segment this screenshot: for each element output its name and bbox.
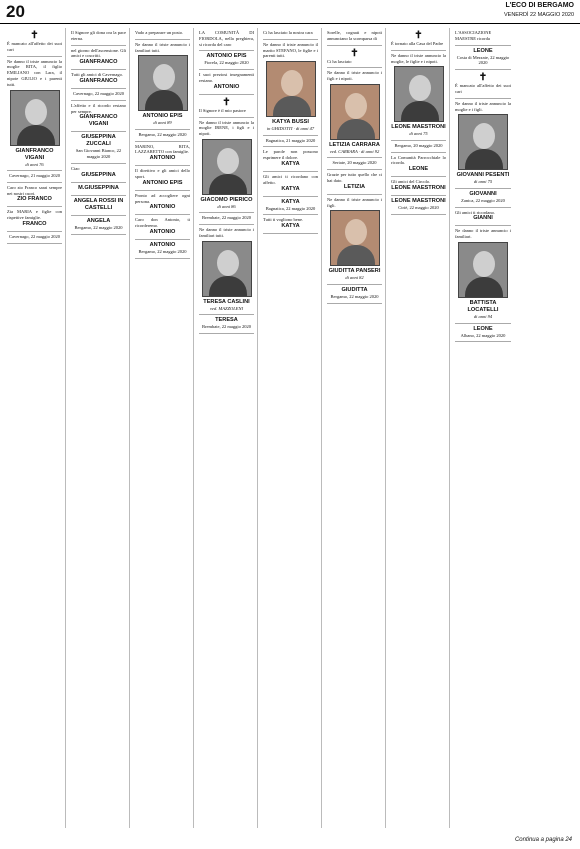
deceased-name: FRANCO <box>22 221 47 228</box>
deceased-name: ANGELA ROSSI IN CASTELLI <box>73 197 124 211</box>
notice-text: L'ASSOCIAZIONE MAESTRE ricorda <box>455 30 492 41</box>
obituary-notice <box>455 208 511 227</box>
obituary-notice <box>135 130 190 142</box>
notice-text: Ne danno il triste annuncio i familiari. <box>455 228 511 240</box>
deceased-subtitle: di anni 75 <box>409 131 428 137</box>
deceased-name: LEONE <box>473 325 493 332</box>
obituary-notice <box>7 57 62 171</box>
obituary-notice <box>263 197 318 216</box>
place-date: Bergamo, 22 maggio 2020 <box>74 224 123 230</box>
obituary-notice <box>327 158 382 170</box>
obituary-notice <box>7 183 62 208</box>
obituary-notice <box>199 51 254 70</box>
place-date: Albano, 22 maggio 2020 <box>460 332 506 338</box>
deceased-name: ANTONIO <box>149 204 176 211</box>
notice-text: Zia MARIA e figlie con rispettive famiglie. <box>7 209 62 221</box>
deceased-subtitle: di anni 75 <box>473 179 493 185</box>
notice-text: Grazie per tutto quello che ci hai dato. <box>327 172 382 184</box>
deceased-subtitle: di anni 82 <box>345 275 364 281</box>
deceased-name: LETIZIA CARRARA <box>329 141 380 148</box>
column-1 <box>4 28 66 828</box>
column-7 <box>388 28 450 828</box>
obituary-notice <box>263 28 318 40</box>
place-date: Cavernago, 22 maggio 2020 <box>9 234 60 240</box>
obituary-notice <box>327 68 382 158</box>
deceased-subtitle: di anni 76 <box>25 161 44 167</box>
notice-text: È mancato all'affetto dei suoi cari <box>7 41 62 52</box>
column-6 <box>324 28 386 828</box>
obituary-notice <box>135 191 190 216</box>
obituary-notice <box>71 70 126 89</box>
obituary-notice <box>71 89 126 101</box>
notice-text: nel giorno dell'ascensione. Gli amici e coscritti. <box>71 47 126 59</box>
deceased-name: ANTONIO <box>149 242 176 249</box>
notice-text: Ne danno il triste annuncio la moglie e i figli. <box>455 100 511 112</box>
obituary-notice <box>7 232 62 244</box>
cross-icon: ✝ <box>350 47 359 59</box>
obituary-notice <box>391 51 446 141</box>
deceased-name: GIACOMO PIERICO <box>200 196 253 203</box>
column-5 <box>260 28 322 828</box>
deceased-name: GIUDITTA PANSERI <box>328 268 381 275</box>
obituary-notice <box>7 171 62 183</box>
deceased-name: GIUSEPPINA ZUCCALI <box>81 134 116 148</box>
cross-icon: ✝ <box>222 96 231 108</box>
place-date: Bagnatica, 21 maggio 2020 <box>265 137 316 143</box>
notice-text: È mancato all'affetto dei suoi cari <box>455 83 511 94</box>
obituary-notice <box>327 28 382 46</box>
deceased-name: LEONE MAESTRONI <box>391 124 446 131</box>
obituary-notice <box>199 70 254 95</box>
place-date: Bergamo, 20 maggio 2020 <box>394 142 443 148</box>
column-3 <box>132 28 194 828</box>
obituary-notice <box>135 166 190 191</box>
continuation-note: Continua a pagina 24 <box>514 837 572 843</box>
portrait-photo <box>394 66 444 122</box>
obituary-notice <box>327 170 382 195</box>
obituary-notice <box>199 118 254 214</box>
deceased-name: LEONE MAESTRONI <box>391 198 446 205</box>
obituary-notice <box>327 285 382 304</box>
notice-text: Tutti ti vogliono bene. <box>263 217 304 223</box>
notice-text: Pronto ad accogliere ogni persona. <box>135 192 190 204</box>
deceased-name: GIUDITTA <box>341 286 368 293</box>
deceased-name: ANTONIO EPIS <box>142 179 183 186</box>
deceased-name: KATYA <box>281 161 300 168</box>
place-date: Brembate, 22 maggio 2020 <box>202 324 251 330</box>
place-date: Seriate, 20 maggio 2020 <box>332 160 377 166</box>
obituary-notice <box>263 215 318 234</box>
place-date: Bagnatica, 22 maggio 2020 <box>265 205 316 211</box>
portrait-photo <box>458 242 508 298</box>
notice-text: MARINO, RITA, LAZZARETTO con famiglie. <box>135 143 190 155</box>
notice-text: È tornato alla Casa del Padre <box>391 41 444 46</box>
column-8 <box>452 28 514 828</box>
notice-text: Ne danno il triste annuncio i figli. <box>327 196 382 208</box>
cross-icon: ✝ <box>414 30 423 41</box>
deceased-name: ANTONIO EPIS <box>206 53 247 60</box>
deceased-name: ANGELA <box>86 217 111 224</box>
deceased-name: GIANNI <box>473 215 493 222</box>
notice-text: Il Signore è il mio pastore <box>199 107 246 113</box>
place-date: Fiorela, 22 maggio 2020 <box>204 60 249 66</box>
notice-text: Ci ha lasciato la nostra cara <box>263 30 313 35</box>
place-date: Zanica, 22 maggio 2020 <box>461 197 505 203</box>
place-date: Cavernago, 21 maggio 2020 <box>9 173 60 179</box>
notice-text: I suoi preziosi insegnamenti restano. <box>199 72 254 83</box>
obituary-notice <box>71 216 126 235</box>
obituary-notice <box>7 207 62 232</box>
place-date: San Giovanni Bianco, 22 maggio 2020 <box>75 148 122 160</box>
place-date: Bergamo, 22 maggio 2020 <box>138 131 187 137</box>
newspaper-title: L'ECO DI BERGAMO <box>505 2 574 9</box>
deceased-name: GIUSEPPINA <box>81 171 116 178</box>
obituary-notice <box>71 28 126 46</box>
obituary-notice <box>71 101 126 133</box>
newspaper-date: VENERDÌ 22 MAGGIO 2020 <box>504 12 574 18</box>
obituary-notice <box>71 132 126 164</box>
deceased-name: M.GIUSEPPINA <box>78 184 119 191</box>
obituary-notice <box>135 215 190 240</box>
deceased-name: KATYA <box>281 185 300 192</box>
place-date: Cavernago, 22 maggio 2020 <box>73 90 124 96</box>
notice-text: Tutti gli amici di Cavernago. <box>71 72 123 78</box>
deceased-name: GIOVANNI <box>469 190 497 197</box>
deceased-name: ANTONIO <box>149 155 176 162</box>
deceased-name: GIANFRANCO VIGANI <box>15 147 54 161</box>
obituary-notice <box>455 189 511 208</box>
notice-text: Ne danno il triste annuncio i figli e i nipoti. <box>327 70 382 82</box>
portrait-photo <box>330 84 380 140</box>
obituary-notice <box>455 70 511 99</box>
obituary-notice <box>455 46 511 71</box>
notice-text: Gli amici ti ricordano con affetto. <box>263 174 318 185</box>
obituary-notice <box>135 28 190 40</box>
obituary-notice <box>7 28 62 57</box>
place-date: Bergamo, 22 maggio 2020 <box>138 249 187 255</box>
deceased-subtitle: ved. CARRARA · di anni 92 <box>329 148 380 154</box>
notice-text: Ne danno il triste annuncio il marito STEFANO, le figlie e i parenti tutti. <box>263 41 318 59</box>
notice-text: Gli amici ti ricordano. <box>455 209 495 215</box>
obituary-columns <box>4 28 576 828</box>
deceased-name: LEONE <box>408 166 429 173</box>
deceased-name: ANTONIO <box>213 83 240 90</box>
notice-text: Ne danno il triste annuncio i familiari tutti. <box>135 41 190 53</box>
notice-text: Il direttivo e gli amici dello sport. <box>135 168 190 180</box>
column-4 <box>196 28 258 828</box>
deceased-name: ANTONIO EPIS <box>142 113 183 120</box>
place-date: Bergamo, 22 maggio 2020 <box>330 293 379 299</box>
deceased-name: GIOVANNI PESENTI <box>456 172 510 179</box>
notice-text: La Comunità Parrocchiale lo ricorda. <box>391 154 446 166</box>
obituary-notice <box>71 183 126 196</box>
deceased-subtitle: ved. MAZZOLENI <box>210 305 243 311</box>
notice-text: Ne danno il triste annuncio la moglie RITA, il figlio EMILIANO con Lara, il nipote GIULIO e i parenti tutti. <box>7 58 62 87</box>
deceased-name: GIANFRANCO <box>79 77 118 84</box>
deceased-name: BATTISTA LOCATELLI <box>467 300 499 314</box>
obituary-notice <box>199 213 254 225</box>
obituary-notice <box>199 28 254 51</box>
obituary-notice <box>135 142 190 167</box>
notice-text: Sorelle, cognati e nipoti annunciano la scomparsa di <box>327 30 382 41</box>
obituary-notice <box>455 226 511 323</box>
notice-text: LA COMUNITÀ DI FIORDOLA, nella preghiera, si ricorda del caro <box>199 30 254 47</box>
deceased-name: GIANFRANCO <box>79 59 118 66</box>
obituary-notice <box>455 324 511 343</box>
obituary-notice <box>71 46 126 71</box>
obituary-notice <box>199 315 254 334</box>
portrait-photo <box>202 139 252 195</box>
cross-icon: ✝ <box>30 30 39 41</box>
notice-text: Caro don Antonio, ti ricorderemo. <box>135 217 190 229</box>
column-2 <box>68 28 130 828</box>
notice-text: Il Signore gli dona ora la pace eterna. <box>71 30 126 41</box>
obituary-notice <box>71 164 126 183</box>
place-date: Brembate, 22 maggio 2020 <box>202 215 251 221</box>
notice-text: Ci ha lasciato <box>327 58 352 64</box>
notice-text: Ne danno il triste annuncio i familiari tutti. <box>199 227 254 239</box>
deceased-name: KATYA BUSSI <box>272 119 309 126</box>
deceased-subtitle: di anni 89 <box>153 120 172 126</box>
obituary-notice <box>327 46 382 69</box>
portrait-photo <box>10 90 60 146</box>
obituary-notice <box>391 177 446 196</box>
deceased-name: LEONE <box>473 47 493 54</box>
place-date: Costa di Mezzate, 22 maggio 2020 <box>456 54 510 66</box>
obituary-notice <box>391 196 446 215</box>
notice-text: Le parole non possono esprimere il dolore. <box>263 149 318 161</box>
deceased-subtitle: in GHIDOTTI · di anni 47 <box>266 126 315 132</box>
obituary-notice <box>135 240 190 259</box>
deceased-name: LETIZIA <box>343 183 366 190</box>
portrait-photo <box>458 114 508 170</box>
obituary-notice <box>263 172 318 197</box>
cross-icon: ✝ <box>478 72 488 84</box>
obituary-notice <box>263 136 318 148</box>
deceased-name: TERESA CASLINI <box>203 298 250 305</box>
deceased-subtitle: di anni 94 <box>473 314 493 320</box>
deceased-name: GIANFRANCO VIGANI <box>79 114 118 128</box>
deceased-subtitle: di anni 86 <box>217 203 236 209</box>
obituary-notice <box>263 40 318 136</box>
deceased-name: LEONE MAESTRONI <box>391 185 446 192</box>
obituary-notice <box>263 147 318 172</box>
deceased-name: ANTONIO <box>149 229 176 236</box>
obituary-notice <box>199 225 254 315</box>
portrait-photo <box>202 241 252 297</box>
deceased-name: KATYA <box>281 223 300 230</box>
portrait-photo <box>266 61 316 117</box>
notice-text: Ciao <box>71 165 80 171</box>
notice-text: Ne danno il triste annuncio la moglie, le figlie e i nipoti. <box>391 52 446 64</box>
obituary-notice <box>391 28 446 51</box>
place-date: Ciriè, 22 maggio 2020 <box>398 205 439 211</box>
obituary-notice <box>135 40 190 130</box>
notice-text: Ne danno il triste annuncio la moglie IRENE, i figli e i nipoti. <box>199 119 254 137</box>
notice-text: L'affetto e il ricordo restano per sempre. <box>71 102 126 114</box>
notice-text: Vado a preparare un posto. <box>135 30 184 35</box>
obituary-notice <box>455 99 511 189</box>
obituary-notice <box>199 95 254 118</box>
obituary-notice <box>391 153 446 178</box>
obituary-notice <box>455 28 511 46</box>
notice-text: Caro zio Franco sarai sempre nei nostri cuori. <box>7 184 62 196</box>
deceased-name: TERESA <box>215 317 238 324</box>
obituary-notice <box>327 195 382 285</box>
portrait-photo <box>330 210 380 266</box>
masthead <box>0 0 580 24</box>
deceased-name: ZIO FRANCO <box>17 196 52 203</box>
notice-text: Gli amici del Circolo. <box>391 179 431 185</box>
page-number: 20 <box>6 2 25 21</box>
obituary-notice <box>391 141 446 153</box>
deceased-name: KATYA <box>281 198 300 205</box>
portrait-photo <box>138 55 188 111</box>
obituary-notice <box>71 196 126 216</box>
